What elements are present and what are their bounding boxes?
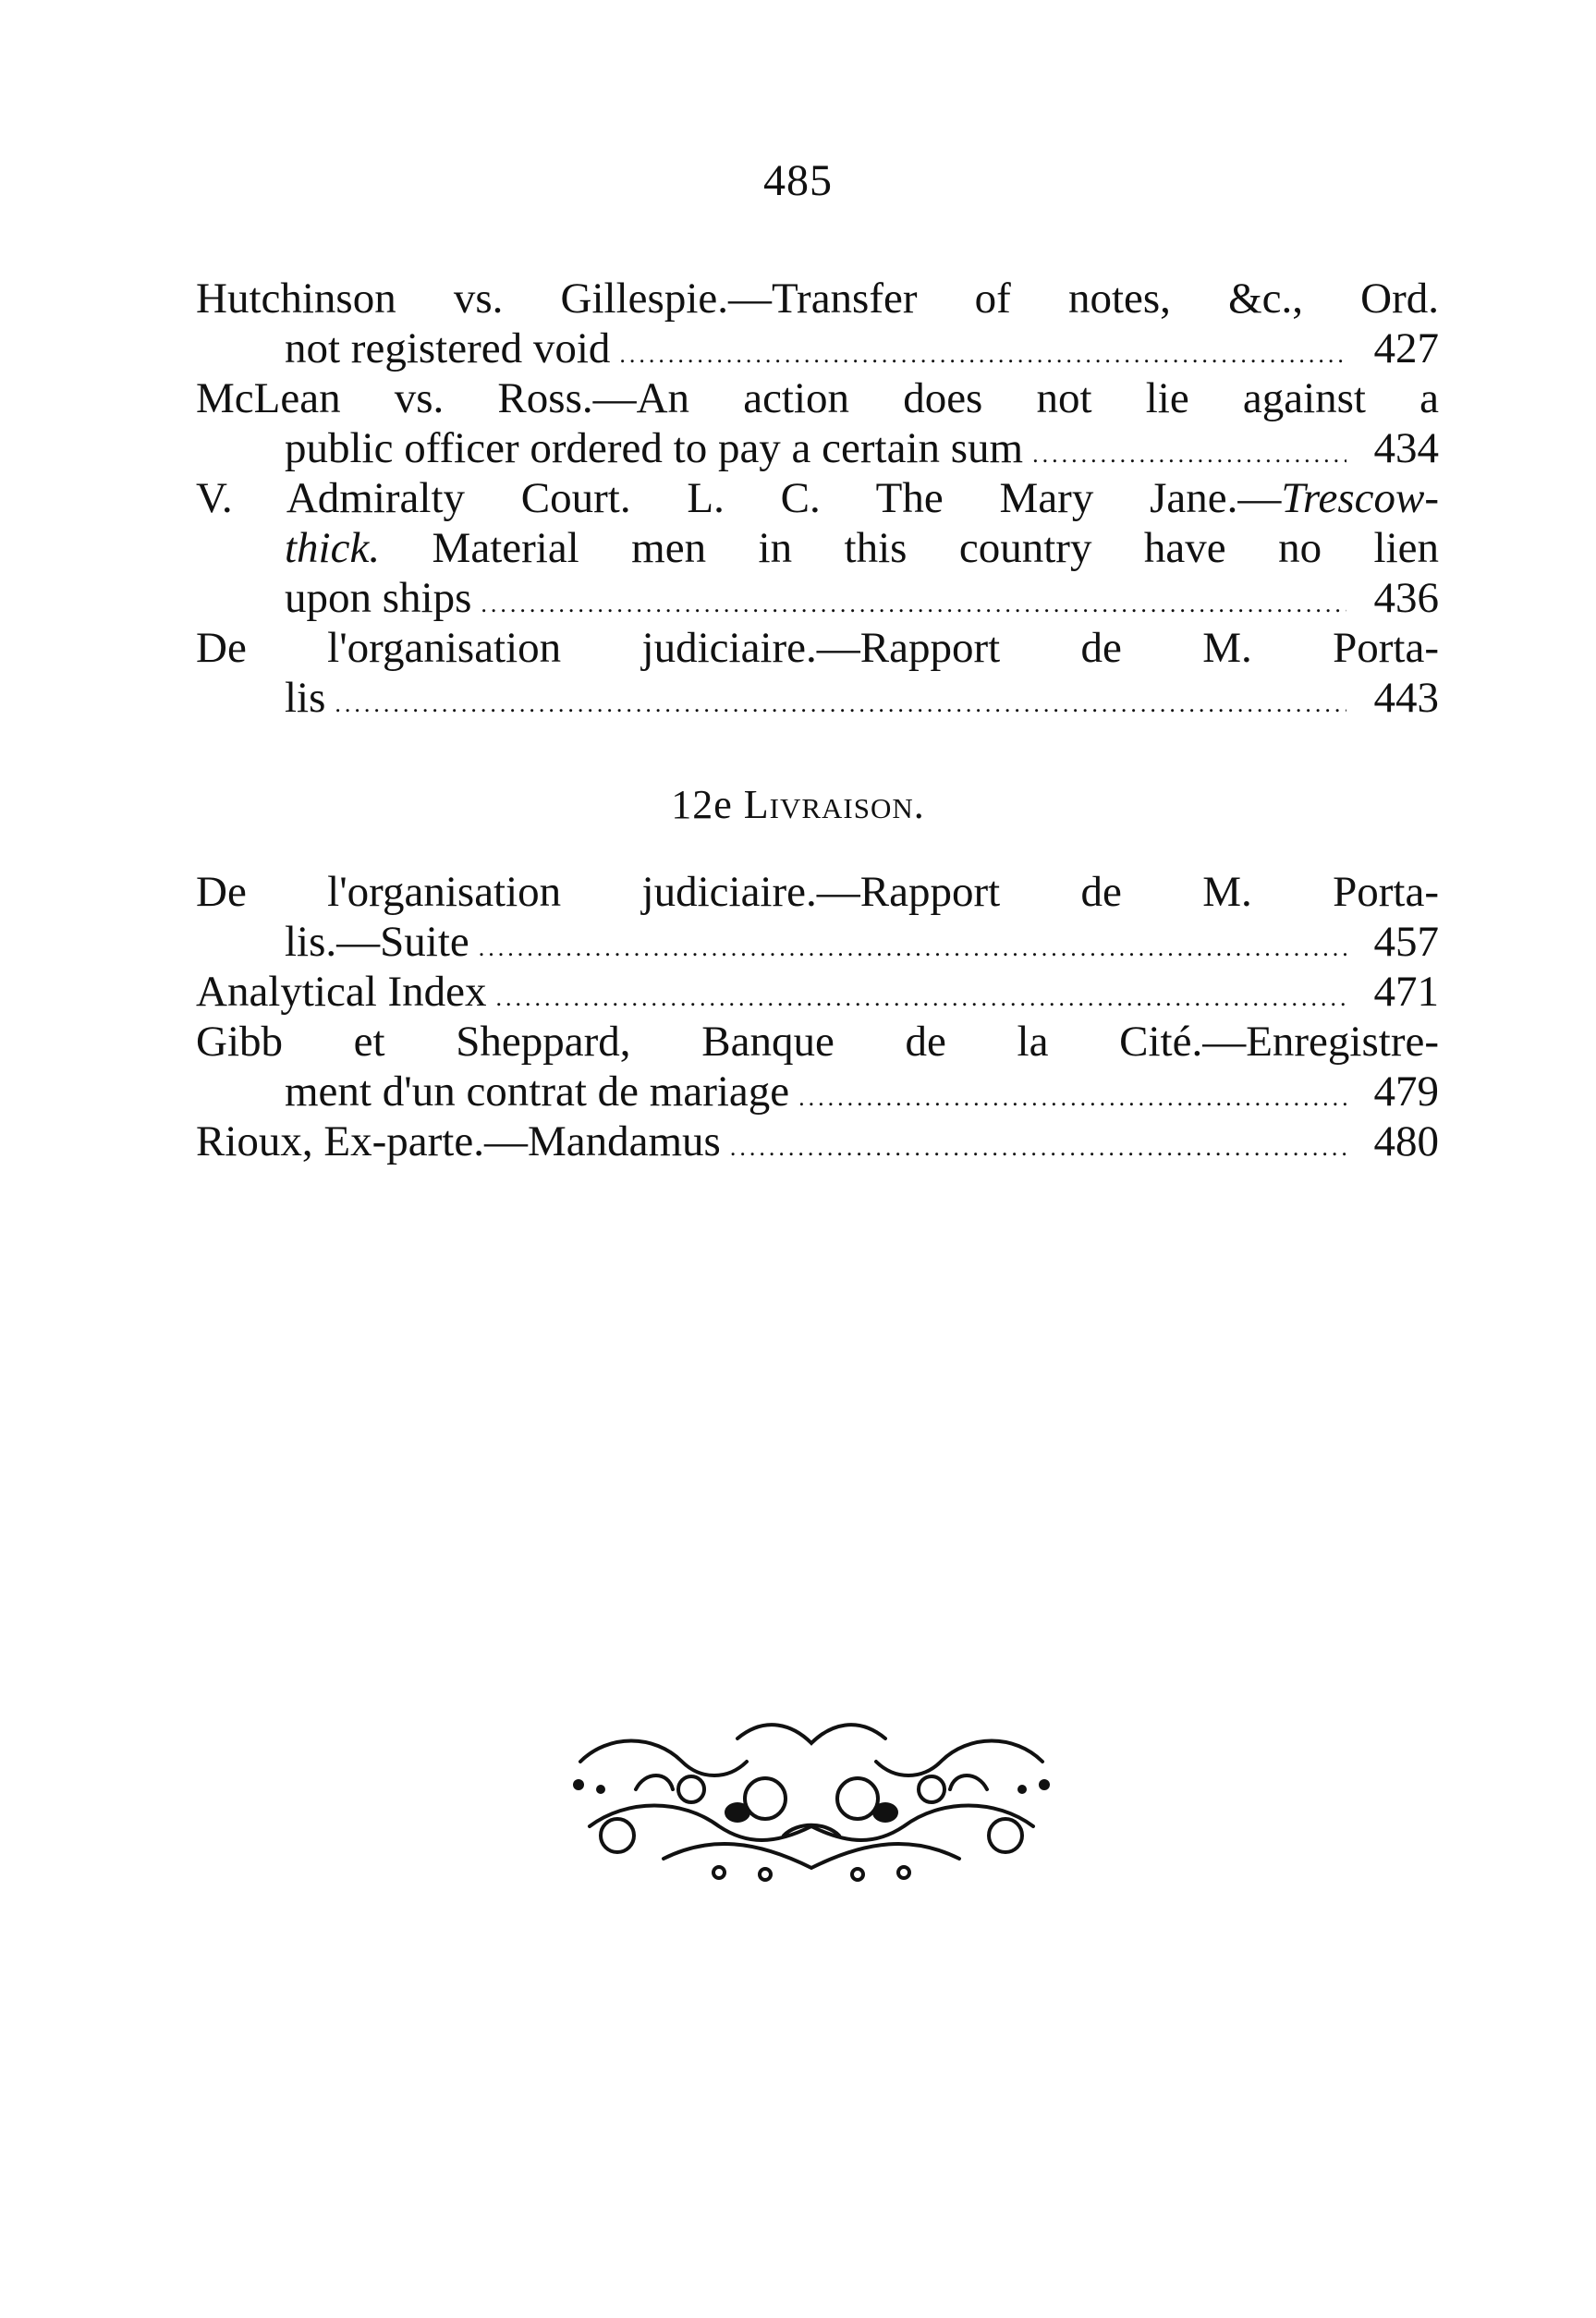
entry-title-line [196,473,1439,523]
index-entry-mclean [196,373,1439,473]
entry-middle-line [196,523,1439,573]
section-heading [0,781,1596,828]
entry-title-text: Analytical Index [196,968,487,1016]
dot-leader [481,580,1346,629]
index-entry-hutchinson [196,274,1439,373]
entry-middle-italic: thick. [285,524,381,572]
entry-page-number: 443 [1373,674,1439,722]
entry-page-number: 457 [1373,918,1439,966]
entry-continuation-line [196,573,1439,623]
entry-continuation-line [196,917,1439,967]
section-heading-word: Livraison. [743,782,925,827]
entry-continuation-line [196,423,1439,473]
entry-middle-text: Material men in this country have no lien [380,524,1439,572]
dot-leader [335,679,1346,729]
entry-continuation-line [196,1067,1439,1116]
entry-continuation-text: lis.—Suite [285,918,469,966]
section-heading-number: 12e [671,782,744,827]
entry-title-line: McLean vs. Ross.—An action does not lie against a [196,374,1439,422]
dot-leader [798,1073,1346,1123]
entry-title-line: De l'organisation judiciaire.—Rapport de M. Porta- [196,624,1439,672]
entry-continuation-line [196,673,1439,723]
dot-leader [496,973,1346,1023]
entry-continuation-text: not registered void [285,324,611,372]
entry-continuation-text: lis [285,674,326,722]
entry-title-italic: Trescow- [1281,474,1439,522]
dot-leader [1032,430,1346,480]
page-number: 485 [763,156,833,205]
entry-title-text: V. Admiralty Court. L. C. The Mary Jane.— [196,474,1282,522]
entry-page-number: 434 [1373,424,1439,472]
entry-continuation-line [196,323,1439,373]
index-entries-after [196,867,1439,1166]
entry-title-line: Gibb et Sheppard, Banque de la Cité.—Enregistre- [196,1018,1439,1066]
entry-page-number: 471 [1373,968,1439,1016]
index-entry-mary-jane [196,473,1439,623]
entry-page-number: 480 [1373,1117,1439,1165]
index-entry-gibb-sheppard [196,1017,1439,1116]
index-entry-rioux [196,1116,1439,1166]
entry-continuation-text: public officer ordered to pay a certain sum [285,424,1024,472]
index-entry-organisation-judiciaire [196,623,1439,723]
index-entry-organisation-suite [196,867,1439,967]
entry-page-number: 427 [1373,324,1439,372]
index-entry-analytical-index [196,967,1439,1017]
decorative-ornament [553,1697,1070,1882]
entry-continuation-text: upon ships [285,574,472,622]
dot-leader [730,1123,1346,1173]
dot-leader [479,923,1346,973]
entry-single-line [196,967,1439,1017]
entry-continuation-text: ment d'un contrat de mariage [285,1068,790,1116]
entry-page-number: 436 [1373,574,1439,622]
entry-title-line: Hutchinson vs. Gillespie.—Transfer of notes, &c., Ord. [196,274,1439,323]
entry-title-text: Rioux, Ex-parte.—Mandamus [196,1117,721,1165]
dot-leader [619,330,1346,380]
entry-title-line: De l'organisation judiciaire.—Rapport de M. Porta- [196,868,1439,916]
index-entries-before [196,274,1439,723]
entry-page-number: 479 [1373,1068,1439,1116]
entry-single-line [196,1116,1439,1166]
